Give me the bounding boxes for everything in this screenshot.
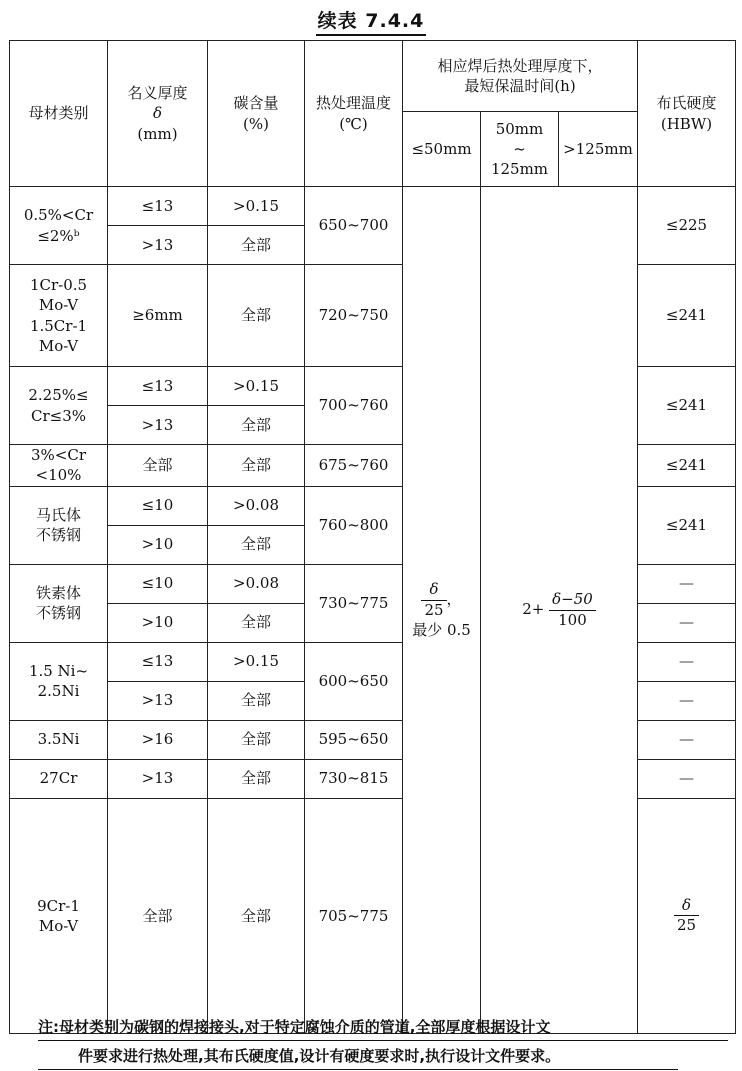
temp-cell: 730~775 bbox=[305, 564, 403, 642]
material-cell: 3.5Ni bbox=[10, 720, 108, 759]
header-hardness: 布氏硬度 (HBW) bbox=[638, 41, 736, 187]
thickness-cell: >13 bbox=[108, 681, 208, 720]
thickness-cell: >13 bbox=[108, 759, 208, 798]
hardness-cell: ≤241 bbox=[638, 486, 736, 564]
thickness-cell: >16 bbox=[108, 720, 208, 759]
table-note bbox=[38, 1012, 728, 1070]
fraction-delta-25: $\frac{\delta}{25}$ bbox=[421, 580, 446, 620]
hardness-cell: ≤241 bbox=[638, 265, 736, 367]
temp-cell: 760~800 bbox=[305, 486, 403, 564]
thickness-cell: 全部 bbox=[108, 445, 208, 487]
header-row bbox=[10, 41, 736, 112]
hardness-cell: — bbox=[638, 603, 736, 642]
header-temp: 热处理温度 (℃) bbox=[305, 41, 403, 187]
header-gt125: >125mm bbox=[559, 112, 638, 187]
header-le50: ≤50mm bbox=[403, 112, 481, 187]
carbon-cell: 全部 bbox=[208, 265, 305, 367]
material-cell: 1Cr-0.5 Mo-V 1.5Cr-1 Mo-V bbox=[10, 265, 108, 367]
thickness-cell: ≤13 bbox=[108, 367, 208, 406]
carbon-cell: 全部 bbox=[208, 759, 305, 798]
hardness-cell: — bbox=[638, 759, 736, 798]
thickness-cell: ≤10 bbox=[108, 486, 208, 525]
holding-le50-cell: $\frac{\delta}{25}$ ， 最少 0.5 bbox=[403, 187, 481, 1034]
hardness-cell: ≤241 bbox=[638, 445, 736, 487]
material-cell: 27Cr bbox=[10, 759, 108, 798]
temp-cell: 595~650 bbox=[305, 720, 403, 759]
carbon-cell: >0.15 bbox=[208, 367, 305, 406]
thickness-cell: >13 bbox=[108, 226, 208, 265]
temp-cell: 600~650 bbox=[305, 642, 403, 720]
thickness-cell: ≤13 bbox=[108, 187, 208, 226]
hardness-cell: — bbox=[638, 642, 736, 681]
material-cell: 9Cr-1 Mo-V bbox=[10, 798, 108, 1034]
carbon-cell: 全部 bbox=[208, 445, 305, 487]
holding-mid-cell: 2+ $\frac{\delta-50}{100}$ bbox=[481, 187, 638, 1034]
header-holding-time: 相应焊后热处理厚度下， 最短保温时间(h) bbox=[403, 41, 638, 112]
material-cell: 3%<Cr <10% bbox=[10, 445, 108, 487]
carbon-cell: 全部 bbox=[208, 603, 305, 642]
material-cell: 1.5 Ni~ 2.5Ni bbox=[10, 642, 108, 720]
carbon-cell: 全部 bbox=[208, 406, 305, 445]
header-thickness: 名义厚度 δ (mm) bbox=[108, 41, 208, 187]
header-carbon: 碳含量 (%) bbox=[208, 41, 305, 187]
header-50-125: 50mm ~ 125mm bbox=[481, 112, 559, 187]
material-cell: 马氏体 不锈钢 bbox=[10, 486, 108, 564]
table-title: 续表 7.4.4 bbox=[0, 6, 742, 33]
thickness-cell: ≤10 bbox=[108, 564, 208, 603]
fraction-delta-50-100: $\frac{\delta-50}{100}$ bbox=[549, 590, 596, 630]
note-line-2: 件要求进行热处理,其布氏硬度值,设计有硬度要求时,执行设计文件要求。 bbox=[38, 1041, 678, 1070]
temp-cell: 730~815 bbox=[305, 759, 403, 798]
material-cell: 2.25%≤ Cr≤3% bbox=[10, 367, 108, 445]
temp-cell: 650~700 bbox=[305, 187, 403, 265]
carbon-cell: >0.08 bbox=[208, 486, 305, 525]
heat-treatment-table bbox=[9, 40, 736, 1034]
hardness-cell: ≤225 bbox=[638, 187, 736, 265]
table-row bbox=[10, 187, 736, 226]
carbon-cell: >0.08 bbox=[208, 564, 305, 603]
temp-cell: 720~750 bbox=[305, 265, 403, 367]
carbon-cell: >0.15 bbox=[208, 187, 305, 226]
hardness-cell: ≤241 bbox=[638, 367, 736, 445]
carbon-cell: >0.15 bbox=[208, 642, 305, 681]
fraction-delta-25-9cr: $\frac{\delta}{25}$ bbox=[674, 896, 699, 936]
thickness-cell: ≥6mm bbox=[108, 265, 208, 367]
thickness-cell: >13 bbox=[108, 406, 208, 445]
hardness-cell: — bbox=[638, 681, 736, 720]
holding-mid-cell-9cr bbox=[638, 798, 736, 1034]
carbon-cell: 全部 bbox=[208, 525, 305, 564]
carbon-cell: 全部 bbox=[208, 226, 305, 265]
thickness-cell: ≤13 bbox=[108, 642, 208, 681]
material-cell: 铁素体 不锈钢 bbox=[10, 564, 108, 642]
hardness-cell: — bbox=[638, 564, 736, 603]
temp-cell: 700~760 bbox=[305, 367, 403, 445]
thickness-cell: >10 bbox=[108, 603, 208, 642]
hardness-cell: — bbox=[638, 720, 736, 759]
carbon-cell: 全部 bbox=[208, 798, 305, 1034]
thickness-cell: 全部 bbox=[108, 798, 208, 1034]
note-line-1: 注:母材类别为碳钢的焊接接头,对于特定腐蚀介质的管道,全部厚度根据设计文 bbox=[38, 1012, 728, 1041]
temp-cell: 675~760 bbox=[305, 445, 403, 487]
header-material: 母材类别 bbox=[10, 41, 108, 187]
material-cell: 0.5%<Cr ≤2%ᵇ bbox=[10, 187, 108, 265]
thickness-cell: >10 bbox=[108, 525, 208, 564]
temp-cell: 705~775 bbox=[305, 798, 403, 1034]
carbon-cell: 全部 bbox=[208, 720, 305, 759]
carbon-cell: 全部 bbox=[208, 681, 305, 720]
